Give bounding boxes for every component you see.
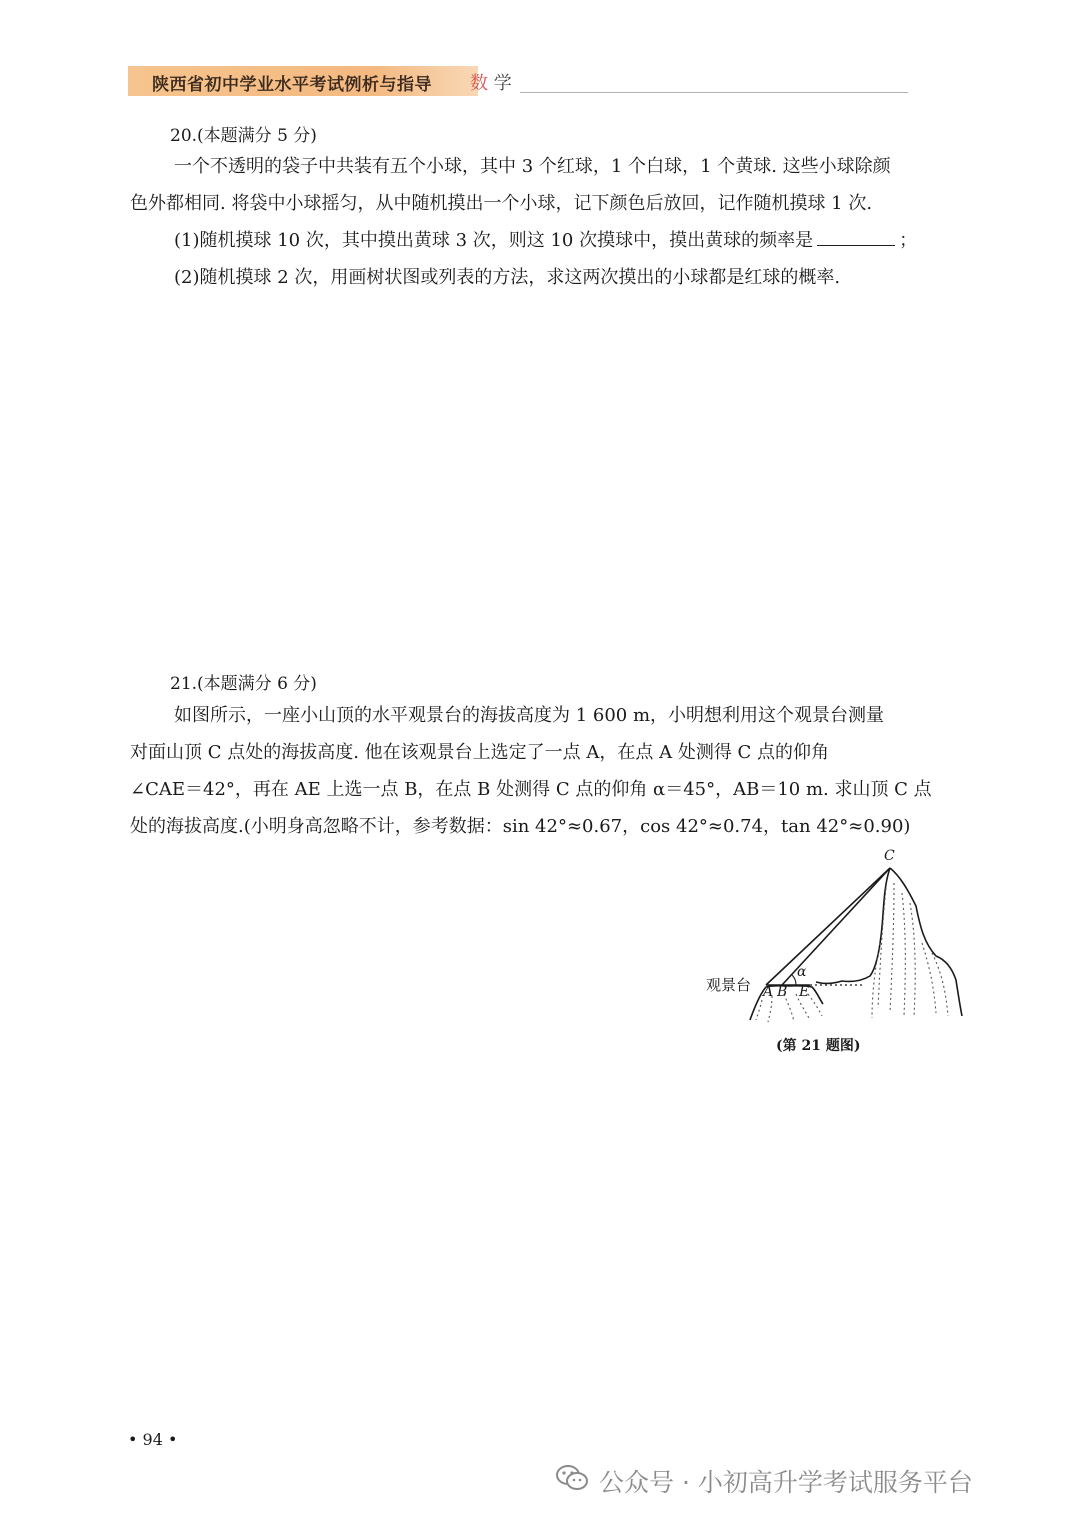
- q21-line4: 处的海拔高度.(小明身高忽略不计，参考数据：sin 42°≈0.67，cos 42°≈0.74，tan 42°≈0.90): [130, 816, 911, 837]
- q20-part2: (2)随机摸球 2 次，用画树状图或列表的方法，求这两次摸出的小球都是红球的概率.: [174, 267, 841, 288]
- q20-line2: 色外都相同. 将袋中小球摇匀，从中随机摸出一个小球，记下颜色后放回，记作随机摸球 1 次.: [130, 193, 873, 214]
- page-number: • 94 •: [128, 1430, 178, 1449]
- q21-line2: 对面山顶 C 点处的海拔高度. 他在该观景台上选定了一点 A，在点 A 处测得 C 点的仰角: [130, 742, 830, 763]
- subject-first-char: 数: [470, 73, 488, 94]
- q21-title: 21.(本题满分 6 分): [170, 674, 317, 694]
- book-title: 陕西省初中学业水平考试例析与指导: [152, 75, 432, 95]
- shade-line: [890, 883, 894, 1013]
- subject-rest: 学: [488, 73, 512, 94]
- q21-body: [130, 697, 962, 845]
- q20-part1-text: (1)随机摸球 10 次，其中摸出黄球 3 次，则这 10 次摸球中，摸出黄球的频率是: [174, 230, 814, 251]
- angle-arc: [792, 975, 796, 985]
- label-platform: 观景台: [706, 976, 752, 994]
- shade-line: [910, 903, 915, 1016]
- wechat-icon: [555, 1463, 589, 1499]
- label-b: B: [777, 984, 788, 1000]
- watermark: [555, 1463, 973, 1499]
- mountain-diagram: [700, 848, 970, 1063]
- watermark-text: 公众号 · 小初高升学考试服务平台: [599, 1468, 973, 1497]
- right-mountain-right-slope: [890, 868, 962, 1016]
- label-alpha: α: [797, 964, 807, 980]
- answer-blank[interactable]: [817, 229, 895, 246]
- q21-figure: [700, 848, 970, 1063]
- right-mountain-left-slope: [816, 868, 890, 983]
- q21-line3: ∠CAE＝42°，再在 AE 上选一点 B，在点 B 处测得 C 点的仰角 α＝45°，AB＝10 m. 求山顶 C 点: [130, 779, 932, 800]
- label-a: A: [763, 984, 774, 1000]
- label-c: C: [884, 848, 895, 864]
- q20-body: [130, 148, 962, 296]
- figure-caption: (第 21 题图): [776, 1038, 861, 1054]
- q20-line1: 一个不透明的袋子中共装有五个小球，其中 3 个红球，1 个白球，1 个黄球. 这些小球除颜: [174, 156, 891, 177]
- q20-title: 20.(本题满分 5 分): [170, 126, 317, 146]
- subject-label: [470, 69, 512, 95]
- sight-line-ac: [766, 868, 890, 985]
- header-rule: [520, 92, 908, 93]
- q21-line1: 如图所示，一座小山顶的水平观景台的海拔高度为 1 600 m，小明想利用这个观景台测量: [174, 705, 885, 726]
- shade-line: [902, 893, 905, 1016]
- label-e: E: [799, 984, 810, 1000]
- q20-part1: [130, 222, 962, 259]
- q20-part1-end: ；: [899, 230, 918, 251]
